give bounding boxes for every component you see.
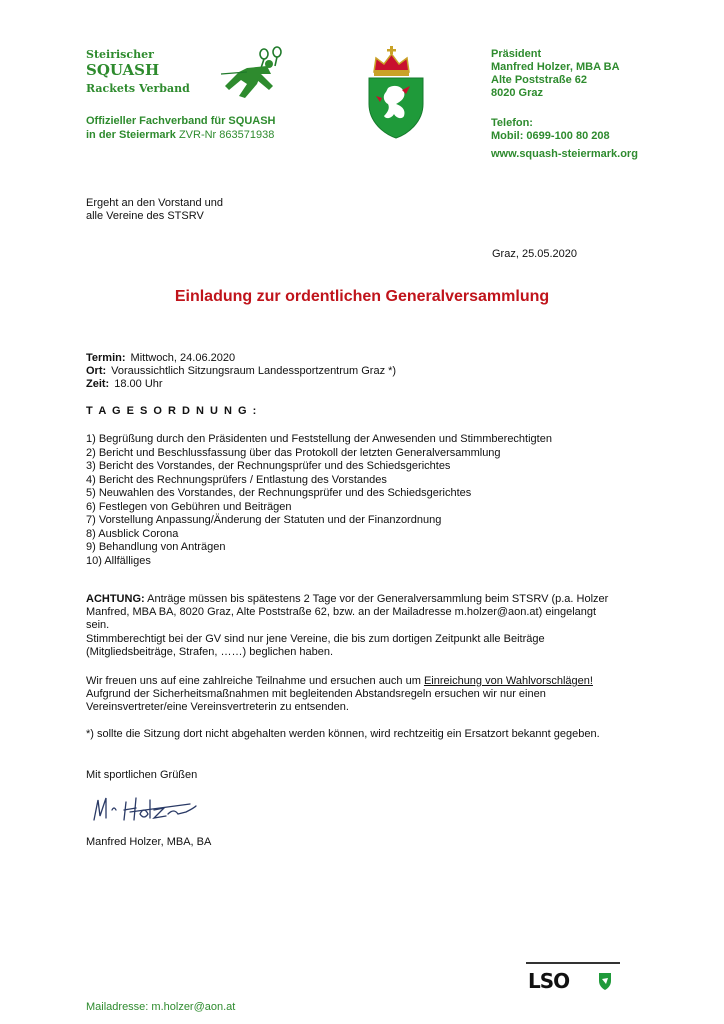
nominations-underlined: Einreichung von Wahlvorschlägen! [423,675,593,687]
invite-line3: Vereinsvertreter/eine Vereinsvertreterin zu entsenden. [86,701,349,713]
letter-date: Graz, 25.05.2020 [492,248,578,260]
termin-label: Termin: [86,352,126,364]
recipient-line1: Ergeht an den Vorstand und [86,197,223,209]
recipient-line2: alle Vereine des STSRV [86,210,204,222]
meeting-date-row [86,352,235,366]
footer-mail: Mailadresse: m.holzer@aon.at [86,1001,236,1013]
contact-website-link[interactable]: www.squash-steiermark.org [491,148,638,160]
handwritten-signature [90,792,200,830]
official-line1: Offizieller Fachverband für SQUASH [86,115,276,127]
contact-city: 8020 Graz [491,87,543,99]
org-name-line1: Steirischer [86,48,154,61]
org-name-line2: SQUASH [86,61,160,79]
meeting-time-row [86,378,163,392]
lso-logo-text: LSO [528,969,570,993]
contact-name: Manfred Holzer, MBA BA [491,61,620,73]
closing-greeting: Mit sportlichen Grüßen [86,769,198,781]
invite-text: Wir freuen uns auf eine zahlreiche Teilnahme und ersuchen auch um [86,675,424,687]
contact-mobile: Mobil: 0699-100 80 208 [491,130,610,142]
notice-line3: sein. [86,619,110,631]
notice-line2: Manfred, MBA BA, 8020 Graz, Alte Poststraße 62, bzw. an der Mailadresse m.holzer@aon.at) eingelangt [86,606,597,618]
notice-line5: (Mitgliedsbeiträge, Strafen, ……) beglichen haben. [86,646,334,658]
zvr-number: ZVR-Nr 863571938 [178,129,275,141]
lso-shield-icon [598,971,612,991]
ort-label: Ort: [86,365,107,377]
agenda-item: 4) Bericht des Rechnungsprüfers / Entlastung des Vorstandes [86,473,387,486]
invite-line1 [86,675,593,689]
agenda-item: 10) Allfälliges [86,554,151,567]
styria-coat-of-arms-icon [366,46,426,140]
agenda-item: 6) Festlegen von Gebühren und Beiträgen [86,500,292,513]
agenda-list [86,433,552,568]
agenda-item: 3) Bericht des Vorstandes, der Rechnungsprüfer und des Schiedsgerichtes [86,460,451,472]
contact-role: Präsident [491,48,542,60]
notice-line1 [86,593,608,607]
notice-line4: Stimmberechtigt bei der GV sind nur jene Vereine, die bis zum dortigen Zeitpunkt alle Beiträge [86,633,545,645]
invite-line2: Aufgrund der Sicherheitsmaßnahmen mit begleitenden Abstandsregeln ersuchen wir nur einen [86,688,546,700]
agenda-item: 5) Neuwahlen des Vorstandes, der Rechnungsprüfer und des Schiedsgerichtes [86,487,472,499]
contact-street: Alte Poststraße 62 [491,74,587,86]
notice-label: ACHTUNG: [86,593,145,605]
termin-value: Mittwoch, 24.06.2020 [130,352,236,364]
agenda-item: 8) Ausblick Corona [86,527,179,540]
org-name-line3: Rackets Verband [86,82,190,95]
notice-text: Anträge müssen bis spätestens 2 Tage vor der Generalversammlung beim STSRV (p.a. Holzer [144,593,609,605]
signatory-name: Manfred Holzer, MBA, BA [86,836,212,848]
official-line2 [86,129,274,143]
footnote: *) sollte die Sitzung dort nicht abgehalten werden können, wird rechtzeitig ein Ersatzort bekannt gegeben. [86,728,600,740]
agenda-item: 2) Bericht und Beschlussfassung über das Protokoll der letzten Generalversammlung [86,446,501,459]
meeting-place-row [86,365,396,379]
agenda-title: T A G E S O R D N U N G : [86,405,258,417]
lso-logo [526,962,620,996]
agenda-item: 7) Vorstellung Anpassung/Änderung der Statuten und der Finanzordnung [86,514,442,526]
ort-value: Voraussichtlich Sitzungsraum Landessportzentrum Graz *) [111,365,397,377]
official-line2-bold: in der Steiermark [86,129,176,141]
agenda-item: 9) Behandlung von Anträgen [86,541,226,553]
contact-phone-label: Telefon: [491,117,533,129]
squash-player-logo [217,44,289,102]
zeit-label: Zeit: [86,378,110,390]
agenda-item: 1) Begrüßung durch den Präsidenten und Feststellung der Anwesenden und Stimmberechtigten [86,433,552,445]
zeit-value: 18.00 Uhr [114,378,163,390]
letter-title: Einladung zur ordentlichen Generalversammlung [174,288,550,305]
